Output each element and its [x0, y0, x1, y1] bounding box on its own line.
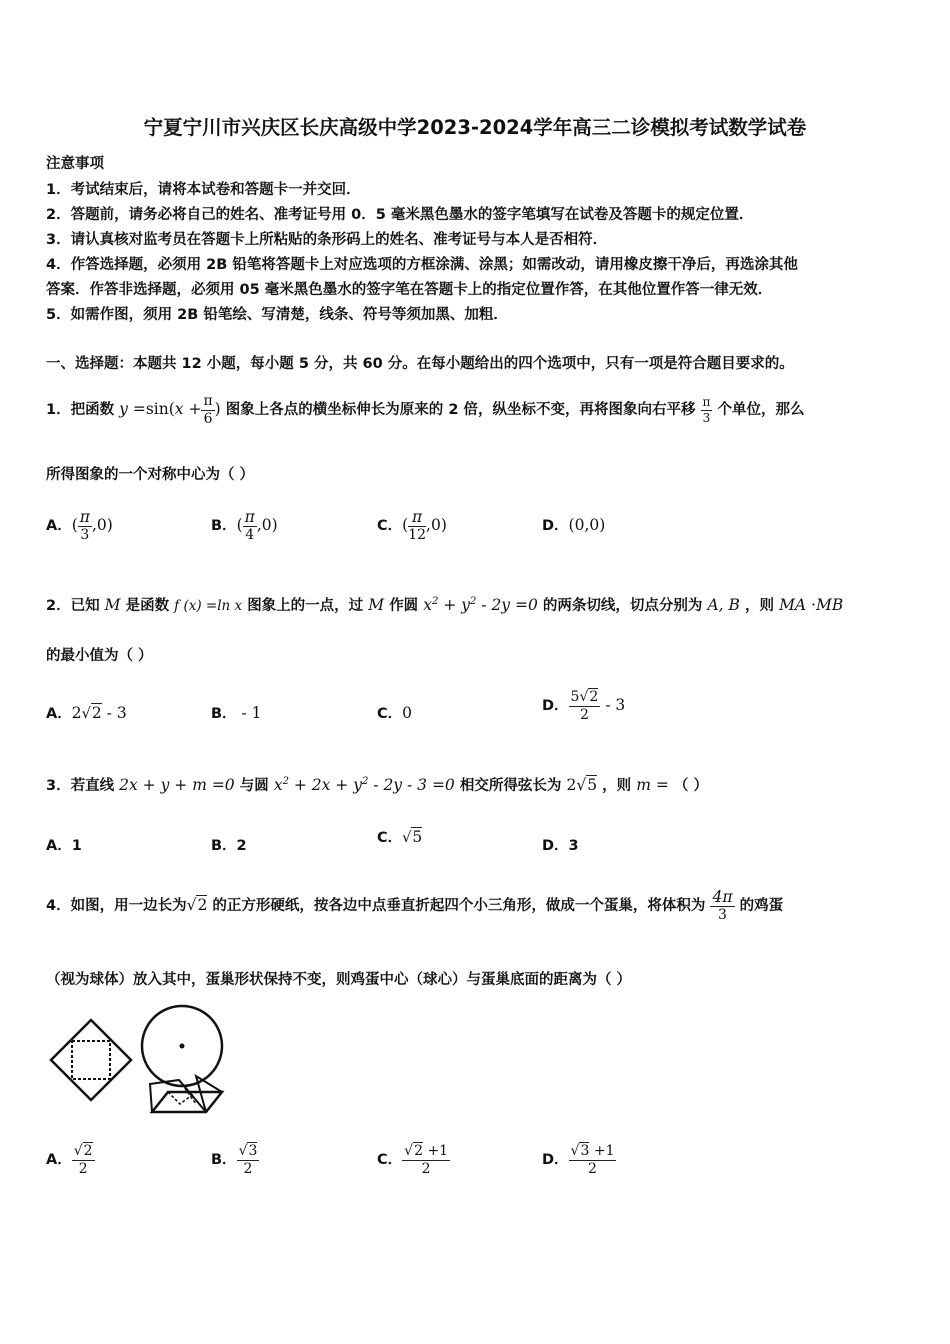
q2-dot-product: MA ·MB	[779, 596, 844, 615]
question-4-line2: （视为球体）放入其中，蛋巢形状保持不变，则鸡蛋中心（球心）与蛋巢底面的距离为（ ）	[46, 972, 632, 988]
question-2-line2: 的最小值为（ ）	[46, 648, 153, 664]
q4-option-a[interactable]: A． $\frac{√2}{2}$	[46, 1142, 93, 1177]
egg-nest-figure	[46, 1000, 236, 1118]
q4-side-length: √2	[186, 896, 208, 914]
q4-option-b[interactable]: B． $\frac{√3}{2}$	[211, 1142, 258, 1177]
q3-option-a[interactable]: A．1	[46, 838, 82, 854]
q2-option-b[interactable]: B． - 1	[211, 704, 262, 722]
question-1-line2: 所得图象的一个对称中心为（ ）	[46, 467, 255, 483]
q2-tangent-points: A, B	[707, 596, 740, 615]
sphere-center-dot	[180, 1044, 185, 1049]
q2-option-c[interactable]: C．0	[377, 704, 413, 722]
inner-square-dashed	[72, 1041, 110, 1079]
q4-volume-fraction: $\frac{4\pi}{3}$	[712, 888, 733, 924]
q2-function: f (x) =ln x	[174, 598, 243, 615]
nest-base	[152, 1092, 222, 1112]
q1-func-plus: +	[183, 400, 202, 418]
q1-func-y: y	[119, 400, 128, 418]
q1-option-a[interactable]: A．( $\frac{\pi}{3}$ ,0)	[46, 508, 113, 544]
question-2-stem: 2．已知 M 是函数 f (x) =ln x 图象上的一点，过 M 作圆 $x^2 + y^2 - 2y =0$ 的两条切线，切点分别为 A, B ，则 MA ·MB	[46, 596, 844, 615]
q3-line-eq: 2x + y + m =0	[119, 776, 235, 795]
q1-func-fraction: $\frac{\pi}{6}$	[203, 392, 213, 427]
q1-text: 个单位，那么	[717, 402, 805, 418]
notice-item: 4．作答选择题，必须用 2B 铅笔将答题卡上对应选项的方框涂满、涂黑；如需改动，请用橡皮擦干净后，再选涂其他	[46, 257, 798, 273]
q1-shift-fraction: $\frac{\pi}{3}$	[702, 394, 711, 425]
q4-option-c[interactable]: C． $\frac{√2 +1}{2}$	[377, 1142, 449, 1177]
question-4-stem: 4．如图，用一边长为√2 的正方形硬纸，按各边中点垂直折起四个小三角形，做成一个蛋巢，将体积为 $\frac{4\pi}{3}$ 的鸡蛋	[46, 888, 784, 924]
q1-func-x: x	[174, 400, 184, 418]
q2-point-m: M	[104, 596, 121, 615]
folded-square-diagram	[51, 1020, 131, 1100]
q1-option-d[interactable]: D．(0,0)	[542, 516, 606, 534]
q2-circle-eq: $x^2 + y^2 - 2y =0$	[423, 596, 538, 615]
q3-option-c[interactable]: C．√5	[377, 828, 423, 846]
question-3-stem: 3．若直线 2x + y + m =0 与圆 $x^2 + 2x + y^2 - 2y - 3 =0$ 相交所得弦长为 2√5 ，则 m = （ ）	[46, 776, 708, 795]
q2-option-a[interactable]: A．2√2 - 3	[46, 704, 127, 722]
q3-option-b[interactable]: B．2	[211, 838, 247, 854]
page-title: 宁夏宁川市兴庆区长庆高级中学2023-2024学年高三二诊模拟考试数学试卷	[143, 116, 807, 139]
notice-item: 答案．作答非选择题，必须用 05 毫米黑色墨水的签字笔在答题卡上的指定位置作答，在其他位置作答一律无效．	[46, 282, 773, 298]
q2-point-m: M	[368, 596, 385, 615]
q3-variable-m: m =	[636, 776, 669, 795]
q2-option-d[interactable]: D． $\frac{5√2}{2}$ - 3	[542, 688, 626, 723]
section-heading: 一、选择题：本题共 12 小题，每小题 5 分，共 60 分。在每小题给出的四个选项中，只有一项是符合题目要求的。	[46, 356, 794, 372]
q1-func-eq: =sin(	[127, 400, 175, 418]
q3-chord-length: 2√5	[566, 776, 598, 795]
notice-item: 5．如需作图，须用 2B 铅笔绘、写清楚，线条、符号等须加黑、加粗．	[46, 307, 508, 323]
q3-circle-eq: $x^2 + 2x + y^2 - 2y - 3 =0$	[273, 776, 455, 795]
notice-item: 1．考试结束后，请将本试卷和答题卡一并交回．	[46, 182, 361, 198]
question-1-stem	[46, 386, 804, 433]
notice-heading: 注意事项	[46, 156, 104, 172]
q4-option-d[interactable]: D． $\frac{√3 +1}{2}$	[542, 1142, 615, 1177]
notice-item: 2．答题前，请务必将自己的姓名、准考证号用 0．5 毫米黑色墨水的签字笔填写在试卷及答题卡的规定位置．	[46, 207, 754, 223]
q1-text: 图象上各点的横坐标伸长为原来的 2 倍，纵坐标不变，再将图象向右平移	[225, 402, 696, 418]
q3-option-d[interactable]: D．3	[542, 838, 579, 854]
q1-option-b[interactable]: B．( $\frac{\pi}{4}$ ,0)	[211, 508, 278, 544]
q1-text: 1．把函数	[46, 402, 115, 418]
q1-option-c[interactable]: C．( $\frac{\pi}{12}$ ,0)	[377, 508, 447, 544]
notice-item: 3．请认真核对监考员在答题卡上所粘贴的条形码上的姓名、准考证号与本人是否相符．	[46, 232, 608, 248]
q1-func-close: )	[214, 400, 221, 418]
